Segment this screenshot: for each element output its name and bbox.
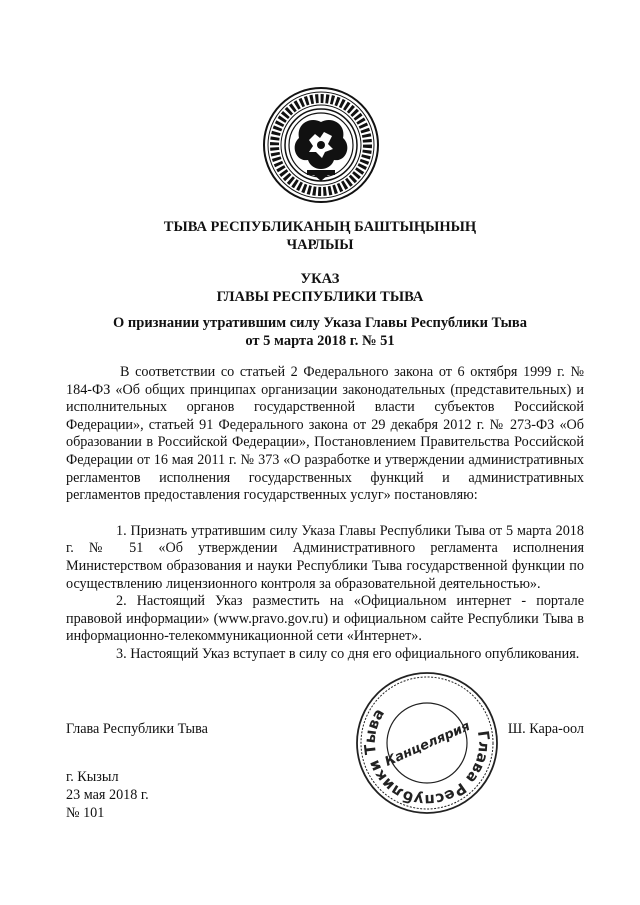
tuvan-title-line1: ТЫВА РЕСПУБЛИКАНЫҢ БАШТЫҢЫНЫҢ — [163, 219, 477, 235]
footer-date: 23 мая 2018 г. — [66, 787, 149, 803]
tuva-coat-of-arms-icon — [262, 86, 380, 204]
item-1-paragraph: 1. Признать утратившим силу Указа Главы Республики Тыва от 5 марта 2018 г. № 51 «Об утверждении Административного регламента исполнения Министерством образования и науки Республики Тыва государственной функции по осуществлению лицензионного контроля за образовательной деятельностью». — [66, 522, 584, 592]
document-subject — [0, 314, 640, 350]
subject-line2: от 5 марта 2018 г. № 51 — [245, 333, 395, 349]
doc-type: УКАЗ — [300, 271, 340, 287]
tuvan-title-line2: ЧАРЛЫЫ — [286, 237, 354, 253]
preamble-paragraph: В соответствии со статьей 2 Федерального закона от 6 октября 1999 г. № 184-ФЗ «Об общих принципах организации законодательных (представительных) и исполнительных органов государственной власти субъектов Российской Федерации», статьей 91 Федерального закона от 29 декабря 2012 г. № 273-ФЗ «Об образовании в Российской Федерации», Постановлением Правительства Российской Федерации от 16 мая 2011 г. № 373 «О разработке и утверждении административных регламентов исполнения государственных функций и административных регламентов предоставления государственных услуг» постановляю: — [66, 364, 584, 504]
doc-issuer: ГЛАВЫ РЕСПУБЛИКИ ТЫВА — [216, 289, 424, 305]
document-type-title — [0, 270, 640, 306]
signature-name: Ш. Кара-оол — [507, 721, 584, 737]
stamp-ring-text-path: Глава Республики Тыва — [360, 705, 494, 810]
item-2-paragraph: 2. Настоящий Указ разместить на «Официальном интернет - портале правовой информации» (www.pravo.gov.ru) и официальном сайте Республики Тыва в информационно-телекоммуникационной сети «Интернет». — [66, 593, 584, 645]
footer-city: г. Кызыл — [66, 769, 119, 785]
document-footer — [66, 768, 149, 822]
tuvan-title — [0, 218, 640, 254]
stamp-center-text: Канцелярия — [382, 718, 473, 770]
subject-line1: О признании утратившим силу Указа Главы Республики Тыва — [113, 315, 527, 331]
item-3-paragraph: 3. Настоящий Указ вступает в силу со дня его официального опубликования. — [116, 645, 580, 662]
signature-position: Глава Республики Тыва — [66, 721, 208, 737]
official-stamp — [352, 668, 502, 818]
footer-number: № 101 — [66, 805, 105, 821]
document-body — [66, 364, 584, 664]
